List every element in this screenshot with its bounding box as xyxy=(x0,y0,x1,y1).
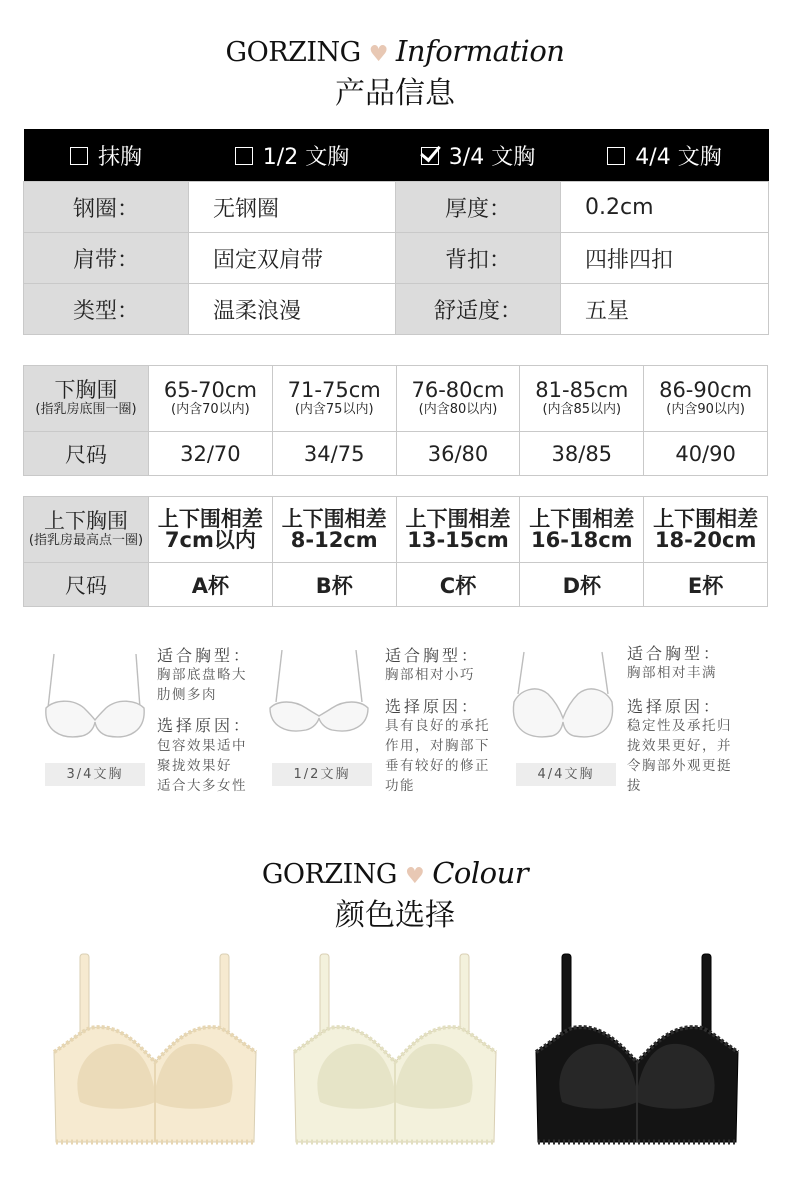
colour-section-title: 颜色选择 xyxy=(335,898,455,933)
bust-diff-cell: 上下围相差 13-15cm xyxy=(396,497,520,563)
brand-name: GORZING xyxy=(225,37,361,68)
underbust-range-cell: 86-90cm (内含90以内) xyxy=(644,366,768,432)
cup-type-option: 1/2 文胸 xyxy=(189,129,396,182)
spec-value: 0.2cm xyxy=(561,182,769,233)
bust-diff-row xyxy=(24,497,768,563)
product-black-image[interactable] xyxy=(532,952,742,1152)
reason-heading: 选择原因： xyxy=(627,697,723,716)
spec-row xyxy=(24,284,769,335)
bra-1-2-illustration xyxy=(264,650,374,745)
spec-key: 钢圈： xyxy=(24,182,189,233)
reason-heading: 选择原因： xyxy=(385,697,481,716)
bra-3-4-illustration xyxy=(40,650,150,745)
underbust-range-cell: 65-70cm (内含70以内) xyxy=(149,366,273,432)
bust-diff-header: 上下胸围 (指乳房最高点一圈) xyxy=(24,497,149,563)
cup-size-row xyxy=(24,563,768,607)
product-cream-image[interactable] xyxy=(50,952,260,1152)
spec-row xyxy=(24,233,769,284)
spec-key: 厚度： xyxy=(396,182,561,233)
size-cell: 38/85 xyxy=(520,432,644,476)
info-brand-line xyxy=(0,34,790,68)
section-title: 产品信息 xyxy=(335,76,455,111)
size-label: 尺码 xyxy=(24,432,149,476)
reason-heading: 选择原因： xyxy=(157,716,253,735)
section-script-title: Colour xyxy=(432,856,529,890)
fit-heading: 适合胸型： xyxy=(385,646,481,665)
size-cell: 40/90 xyxy=(644,432,768,476)
bra-4-4-illustration xyxy=(508,650,618,745)
cup-cell: D杯 xyxy=(520,563,644,607)
underbust-size-table xyxy=(23,365,768,476)
size-cell: 34/75 xyxy=(272,432,396,476)
cup-cell: B杯 xyxy=(272,563,396,607)
spec-value: 温柔浪漫 xyxy=(189,284,396,335)
colour-brand-line xyxy=(0,856,790,890)
cup-cell: E杯 xyxy=(644,563,768,607)
spec-value: 无钢圈 xyxy=(189,182,396,233)
heart-icon: ♥ xyxy=(404,864,425,889)
reason-text: 稳定性及承托归 拢效果更好，并 令胸部外观更挺 拔 xyxy=(627,718,732,794)
fit-text: 胸部相对小巧 xyxy=(385,667,475,683)
spec-key: 肩带： xyxy=(24,233,189,284)
cup-type-row xyxy=(24,129,769,182)
underbust-size-row xyxy=(24,432,768,476)
checkbox-icon xyxy=(70,147,88,165)
checkbox-checked-icon xyxy=(421,147,439,165)
section-script-title: Information xyxy=(395,34,565,68)
cup-type-option: 4/4 文胸 xyxy=(561,129,769,182)
shape-tag: 4/4文胸 xyxy=(516,763,616,786)
shape-tag: 3/4文胸 xyxy=(45,763,145,786)
fit-heading: 适合胸型： xyxy=(627,644,723,663)
size-cell: 36/80 xyxy=(396,432,520,476)
size-label: 尺码 xyxy=(24,563,149,607)
spec-value: 固定双肩带 xyxy=(189,233,396,284)
spec-key: 背扣： xyxy=(396,233,561,284)
brand-name: GORZING xyxy=(261,859,397,890)
cup-type-option: 抹胸 xyxy=(24,129,189,182)
spec-key: 舒适度： xyxy=(396,284,561,335)
fit-heading: 适合胸型： xyxy=(157,646,253,665)
reason-text: 包容效果适中 聚拢效果好 适合大多女性 xyxy=(157,738,247,794)
heart-icon: ♥ xyxy=(368,42,388,67)
underbust-range-cell: 81-85cm (内含85以内) xyxy=(520,366,644,432)
product-ivory-image[interactable] xyxy=(290,952,500,1152)
underbust-range-cell: 71-75cm (内含75以内) xyxy=(272,366,396,432)
size-cell: 32/70 xyxy=(149,432,273,476)
bust-diff-cell: 上下围相差 7cm以内 xyxy=(149,497,273,563)
fit-text: 胸部相对丰满 xyxy=(627,665,717,681)
cup-type-option: 3/4 文胸 xyxy=(396,129,561,182)
bust-diff-cell: 上下围相差 8-12cm xyxy=(272,497,396,563)
reason-text: 具有良好的承托 作用，对胸部下 垂有较好的修正 功能 xyxy=(385,718,490,794)
bust-diff-cell: 上下围相差 18-20cm xyxy=(644,497,768,563)
bust-diff-cell: 上下围相差 16-18cm xyxy=(520,497,644,563)
spec-value: 五星 xyxy=(561,284,769,335)
shape-tag: 1/2文胸 xyxy=(272,763,372,786)
fit-text: 胸部底盘略大 肋侧多肉 xyxy=(157,667,247,703)
spec-value: 四排四扣 xyxy=(561,233,769,284)
cup-size-table xyxy=(23,496,768,607)
underbust-row xyxy=(24,366,768,432)
cup-cell: A杯 xyxy=(149,563,273,607)
underbust-range-cell: 76-80cm (内含80以内) xyxy=(396,366,520,432)
cup-cell: C杯 xyxy=(396,563,520,607)
spec-row xyxy=(24,182,769,233)
underbust-header: 下胸围 (指乳房底围一圈) xyxy=(24,366,149,432)
checkbox-icon xyxy=(607,147,625,165)
checkbox-icon xyxy=(235,147,253,165)
spec-key: 类型： xyxy=(24,284,189,335)
spec-table xyxy=(23,129,769,335)
